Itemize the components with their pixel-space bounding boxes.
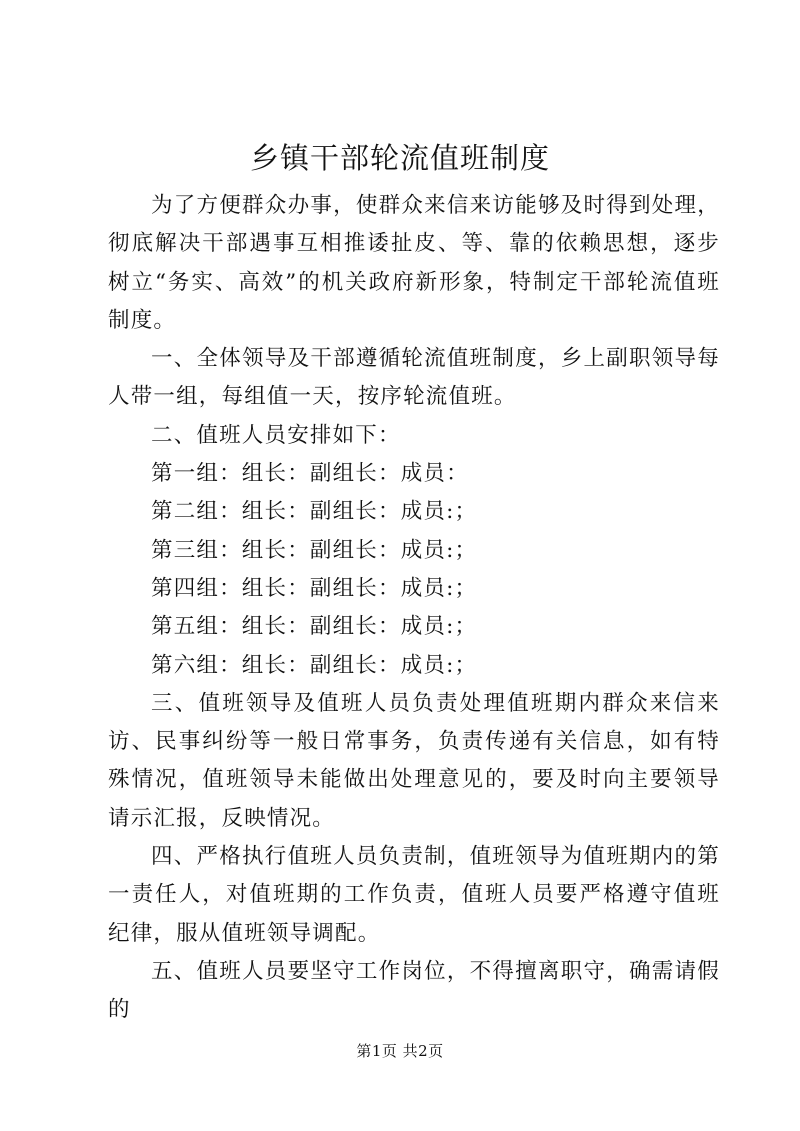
page-footer: 第1页 共2页: [356, 1042, 444, 1060]
group-four-line: 第四组：组长：副组长：成员:；: [151, 575, 478, 601]
rule-five-paragraph: 五、值班人员要坚守工作岗位，不得擅离职守，确需请假的: [108, 958, 720, 1023]
group-six-line: 第六组：组长：副组长：成员:；: [151, 652, 478, 678]
group-three-line: 第三组：组长：副组长：成员:；: [151, 537, 478, 563]
document-body: [108, 187, 720, 1030]
rule-one-paragraph: 一、全体领导及干部遵循轮流值班制度，乡上副职领导每人带一组，每组值一天，按序轮流值班。: [108, 346, 720, 410]
group-one-line: 第一组：组长：副组长：成员：: [151, 461, 469, 487]
rule-four-paragraph: 四、严格执行值班人员负责制，值班领导为值班期内的第一责任人，对值班期的工作负责，值班人员要严格遵守值班纪律，服从值班领导调配。: [108, 844, 720, 946]
document-title: 乡镇干部轮流值班制度: [249, 141, 550, 175]
group-two-line: 第二组：组长：副组长：成员:；: [151, 499, 478, 525]
group-five-line: 第五组：组长：副组长：成员:；: [151, 614, 478, 640]
rule-two-paragraph: 二、值班人员安排如下：: [151, 422, 401, 448]
rule-three-paragraph: 三、值班领导及值班人员负责处理值班期内群众来信来访、民事纠纷等一般日常事务，负责传递有关信息，如有特殊情况，值班领导未能做出处理意见的，要及时向主要领导请示汇报，反映情况。: [108, 690, 720, 831]
intro-paragraph: 为了方便群众办事，使群众来信来访能够及时得到处理，彻底解决干部遇事互相推诿扯皮、等、靠的依赖思想，逐步树立“务实、高效”的机关政府新形象，特制定干部轮流值班制度。: [108, 193, 720, 333]
